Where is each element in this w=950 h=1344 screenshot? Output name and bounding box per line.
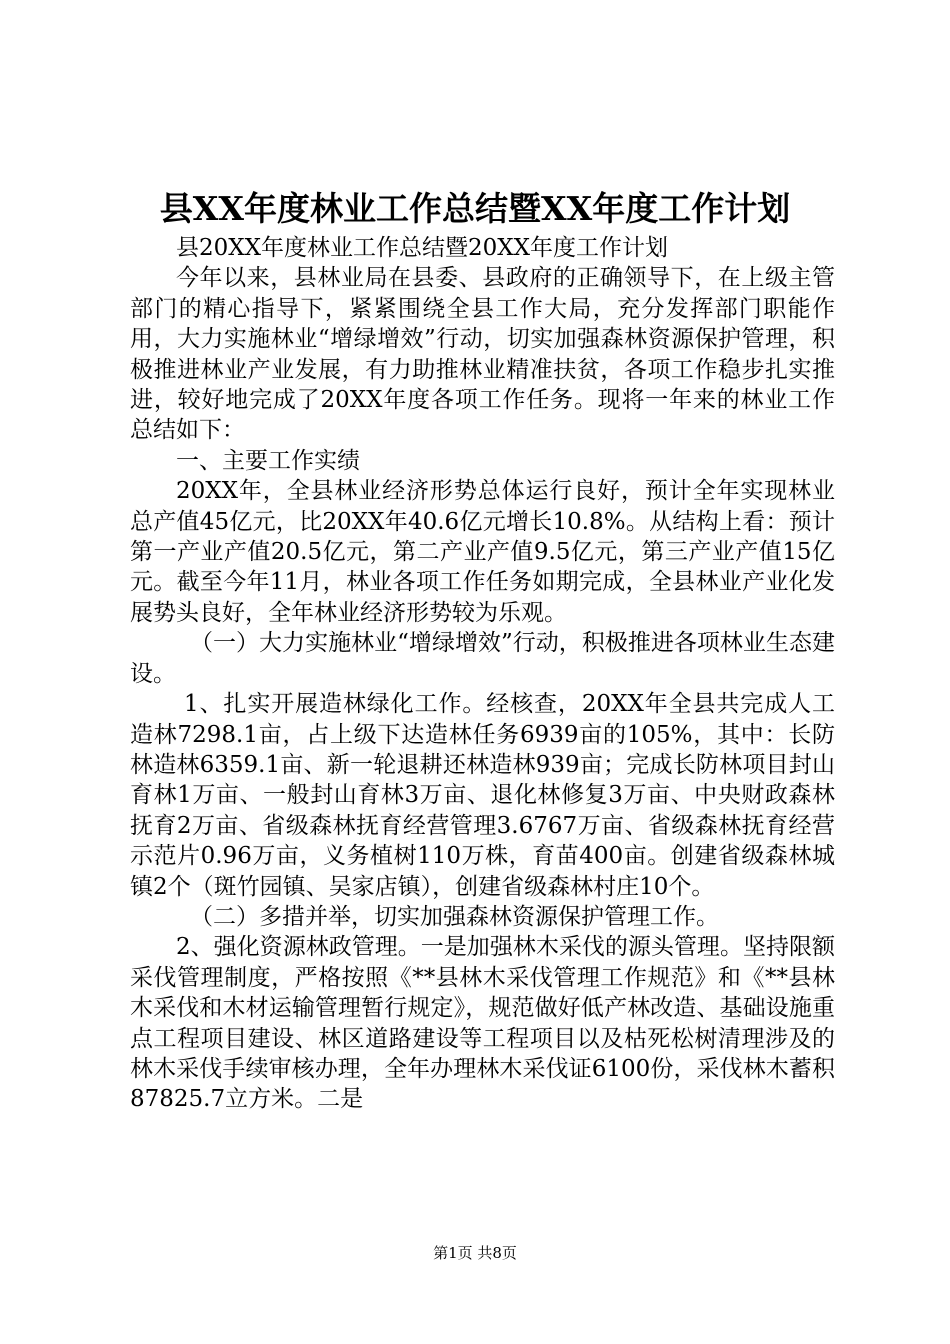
subtitle-paragraph: 县20XX年度林业工作总结暨20XX年度工作计划 — [176, 235, 669, 261]
document-body — [130, 233, 835, 1115]
intro-paragraph: 今年以来，县林业局在县委、县政府的正确领导下，在上级主管部门的精心指导下，紧紧围绕全县工作大局，充分发挥部门职能作用，大力实施林业“增绿增效”行动，切实加强森林资源保护管理，积极推进林业产业发展，有力助推林业精准扶贫，各项工作稳步扎实推进，较好地完成了20XX年度各项工作任务。现将一年来的林业工作总结如下： — [130, 265, 835, 444]
section-heading: 一、主要工作实绩 — [176, 447, 360, 474]
resource-management-paragraph: 2、强化资源林政管理。一是加强林木采伐的源头管理。坚持限额采伐管理制度，严格按照《**县林木采伐管理工作规范》和《**县林木采伐和木材运输管理暂行规定》，规范做好低产林改造、基础设施重点工程项目建设、林区道路建设等工程项目以及枯死松树清理涉及的林木采伐手续审核办理，全年办理林木采伐证6100份，采伐林木蓄积87825.7立方米。二是 — [130, 934, 835, 1113]
page-number: 第1页 共8页 — [433, 1244, 517, 1262]
afforestation-paragraph: 1、扎实开展造林绿化工作。经核查，20XX年全县共完成人工造林7298.1亩，占上级下达造林任务6939亩的105%，其中：长防林造林6359.1亩、新一轮退耕还林造林939亩；完成长防林项目封山育林1万亩、一般封山育林3万亩、退化林修复3万亩、中央财政森林抚育2万亩、省级森林抚育经营管理3.6767万亩、省级森林抚育经营示范片0.96万亩，义务植树110万株，育苗400亩。创建省级森林城镇2个（斑竹园镇、吴家店镇），创建省级森林村庄10个。 — [130, 691, 835, 900]
overview-paragraph: 20XX年，全县林业经济形势总体运行良好，预计全年实现林业总产值45亿元，比20XX年40.6亿元增长10.8%。从结构上看：预计第一产业产值20.5亿元，第二产业产值9.5亿元，第三产业产值15亿元。截至今年11月，林业各项工作任务如期完成，全县林业产业化发展势头良好，全年林业经济形势较为乐观。 — [130, 478, 835, 626]
document-title: 县XX年度林业工作总结暨XX年度工作计划 — [159, 189, 791, 228]
subsection-heading-1: （一）大力实施林业“增绿增效”行动，积极推进各项林业生态建设。 — [130, 630, 835, 687]
subsection-heading-2: （二）多措并举，切实加强森林资源保护管理工作。 — [190, 903, 719, 930]
